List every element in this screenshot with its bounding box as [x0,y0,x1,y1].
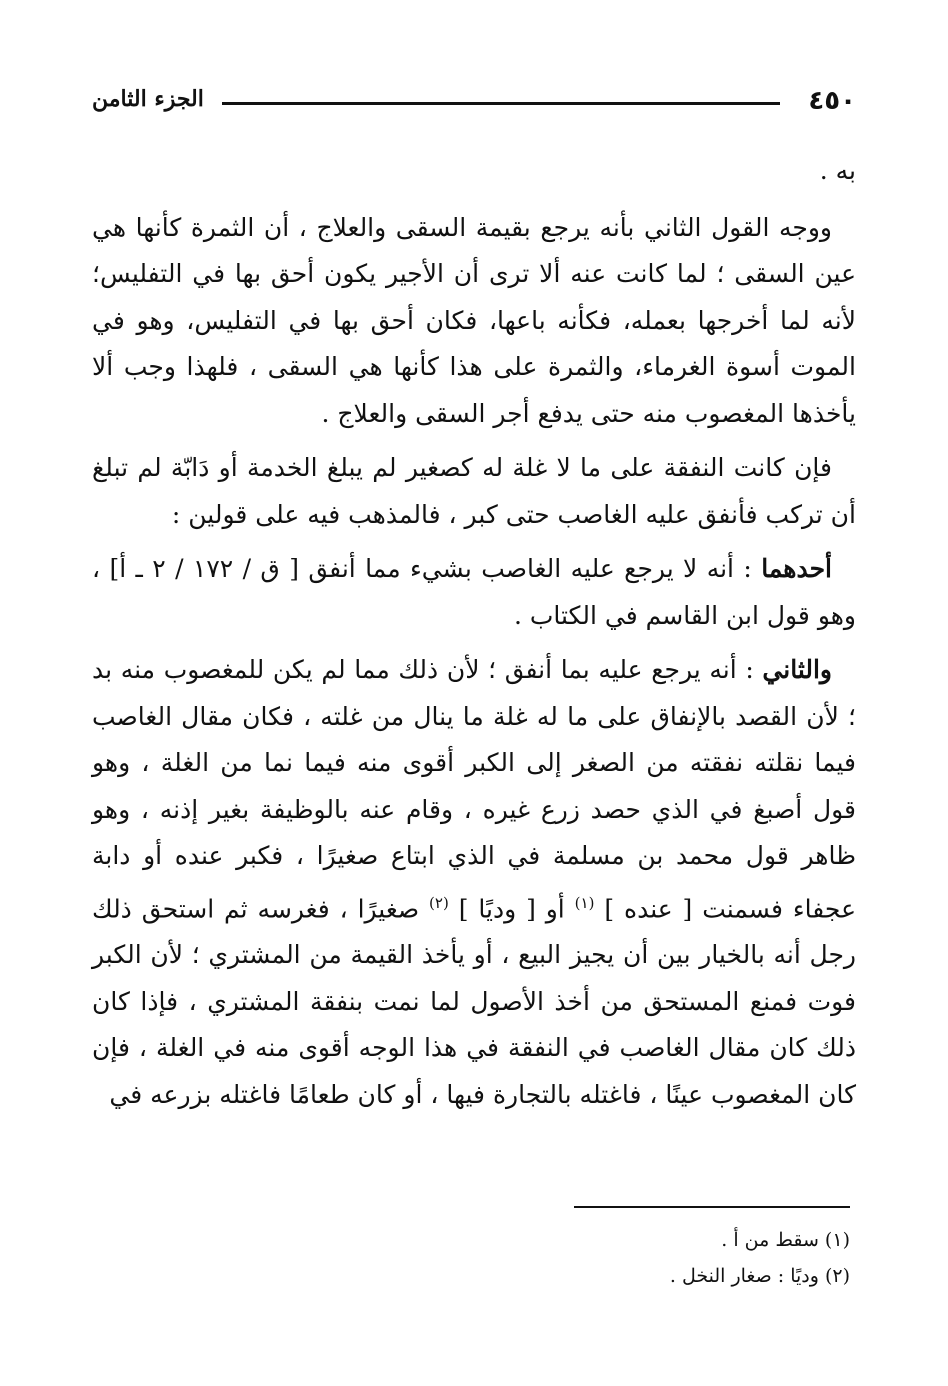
footnotes [350,1222,850,1294]
footnote-ref: (٢) [429,893,449,912]
paragraph: ووجه القول الثاني بأنه يرجع بقيمة السقى والعلاج ، أن الثمرة كأنها هي عين السقى ؛ لما كانت عنه ألا ترى أن الأجير يكون أحق بها في التفليس؛ لأنه لما أخرجها بعمله، فكأنه باعها، فكان أحق بها في التفليس، وهو في الموت أسوة الغرماء، والثمرة على هذا كأنها هي السقى ، فلهذا وجب ألا يأخذها المغصوب منه حتى يدفع أجر السقى والعلاج . [92,212,856,428]
paragraph-first-opinion [92,546,856,639]
running-title: الجزء الثامن [92,86,204,112]
paragraph-second-opinion [92,647,856,1118]
opinion-lead: والثاني [762,655,832,684]
paragraph: فإن كانت النفقة على ما لا غلة له كصغير لم يبلغ الخدمة أو دَابّة لم تبلغ أن تركب فأنفق عليه الغاصب حتى كبر ، فالمذهب فيه على قولين : [92,453,856,529]
opinion-text: : أنه يرجع عليه بما أنفق ؛ لأن ذلك مما لم يكن للمغصوب منه بد ؛ لأن القصد بالإنفاق على ما له غلة ما ينال من غلته ، فكان مقال الغاصب فيما نقلته نفقته من الصغر إلى الكبر أقوى منه فيما نما من الغلة ، وهو قول أصبغ في الذي حصد زرع غيره ، وقام عنه بالوظيفة بغير إذنه ، وهو ظاهر قول محمد بن مسلمة في الذي ابتاع صغيرًا ، فكبر عنده أو دابة عجفاء فسمنت [ عنده ] [92,655,856,923]
footnote-rule [574,1206,850,1208]
footnote: (١) سقط من أ . [721,1229,850,1251]
page-header [92,86,856,126]
footnote-ref: (١) [574,893,595,912]
page-number: ٤٥٠ [808,86,856,116]
opinion-lead: أحدهما [761,554,832,583]
opinion-text: : أنه لا يرجع عليه الغاصب بشيء مما أنفق [ ق / ١٧٢ / ٢ ـ أ] ، وهو قول ابن القاسم في الكتاب . [92,554,856,630]
header-rule [222,102,780,105]
paragraph-continuation: به . [819,156,856,185]
opinion-text: صغيرًا ، فغرسه ثم استحق ذلك رجل أنه بالخيار بين أن يجيز البيع ، أو يأخذ القيمة من المشتري ؛ لأن الكبر فوت فمنع المستحق من أخذ الأصول لما نمت بنفقة المشتري ، فإذا كان ذلك كان مقال الغاصب في النفقة في هذا الوجه أقوى منه في الغلة ، فإن كان المغصوب عينًا ، فاغتله بالتجارة فيها ، أو كان طعامًا فاغتله بزرعه في [92,893,856,1109]
opinion-text: أو [ وديًا ] [448,893,575,923]
footnote: (٢) وديًا : صغار النخل . [669,1265,850,1287]
body-text [92,148,856,1126]
